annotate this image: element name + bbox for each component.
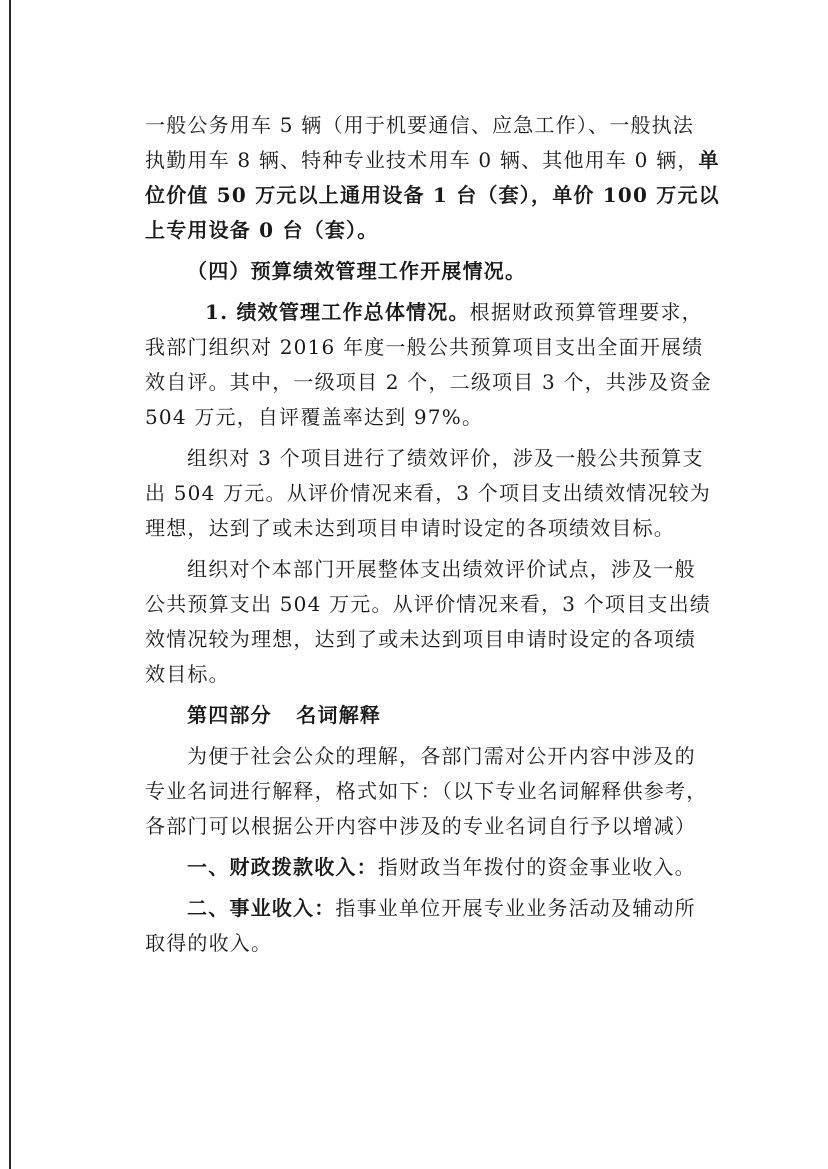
text-line: 效自评。其中，一级项目 2 个，二级项目 3 个，共涉及资金 xyxy=(145,370,712,394)
text-line xyxy=(145,295,735,330)
paragraph-vehicles xyxy=(145,108,735,248)
subheading-overview: 1. 绩效管理工作总体情况。 xyxy=(205,300,470,324)
text-span: 执勤用车 8 辆、特种专业技术用车 0 辆、其他用车 0 辆， xyxy=(145,148,699,172)
paragraph-overall-evaluation xyxy=(145,552,735,692)
text-line: 取得的收入。 xyxy=(145,931,273,955)
text-line: 公共预算支出 504 万元。从评价情况来看，3 个项目支出绩 xyxy=(145,592,711,616)
text-line xyxy=(145,143,735,178)
text-line: 组织对个本部门开展整体支出绩效评价试点，涉及一般 xyxy=(187,557,696,581)
text-line: 504 万元，自评覆盖率达到 97%。 xyxy=(145,405,484,429)
part-four-title: 第四部分 名词解释 xyxy=(187,703,382,727)
text-line-bold: 位价值 50 万元以上通用设备 1 台（套），单价 100 万元以 xyxy=(145,183,720,207)
paragraph-project-evaluation xyxy=(145,441,735,546)
term-fiscal-appropriation xyxy=(145,850,735,885)
text-line: 理想，达到了或未达到项目申请时设定的各项绩效目标。 xyxy=(145,516,675,540)
term-definition: 指事业单位开展专业业务活动及辅动所 xyxy=(335,896,696,920)
text-line: 为便于社会公众的理解，各部门需对公开内容中涉及的 xyxy=(187,744,696,768)
text-span: 根据财政预算管理要求， xyxy=(469,300,703,324)
term-label: 一、财政拨款收入： xyxy=(187,855,378,879)
document-page xyxy=(145,108,735,961)
text-line: 一般公务用车 5 辆（用于机要通信、应急工作）、一般执法 xyxy=(145,113,695,137)
term-business-income xyxy=(145,891,735,961)
term-definition: 指财政当年拨付的资金事业收入。 xyxy=(377,855,696,879)
text-line: 效情况较为理想，达到了或未达到项目申请时设定的各项绩 xyxy=(145,627,697,651)
text-line xyxy=(145,891,735,926)
text-line: 各部门可以根据公开内容中涉及的专业名词自行予以增减） xyxy=(145,814,697,838)
text-line: 专业名词进行解释，格式如下：（以下专业名词解释供参考， xyxy=(145,779,708,803)
text-line-bold: 上专用设备 0 台（套）。 xyxy=(145,218,379,242)
term-label: 二、事业收入： xyxy=(187,896,336,920)
paragraph-terms-intro xyxy=(145,739,735,844)
text-line: 出 504 万元。从评价情况来看，3 个项目支出绩效情况较为 xyxy=(145,481,711,505)
paragraph-performance-overview xyxy=(145,295,735,435)
scan-edge-line xyxy=(9,0,11,1169)
text-span-bold: 单 xyxy=(698,148,720,172)
section-heading-performance: （四）预算绩效管理工作开展情况。 xyxy=(187,259,527,283)
text-line: 我部门组织对 2016 年度一般公共预算项目支出全面开展绩 xyxy=(145,335,704,359)
text-line: 组织对 3 个项目进行了绩效评价，涉及一般公共预算支 xyxy=(187,446,704,470)
text-line: 效目标。 xyxy=(145,662,230,686)
